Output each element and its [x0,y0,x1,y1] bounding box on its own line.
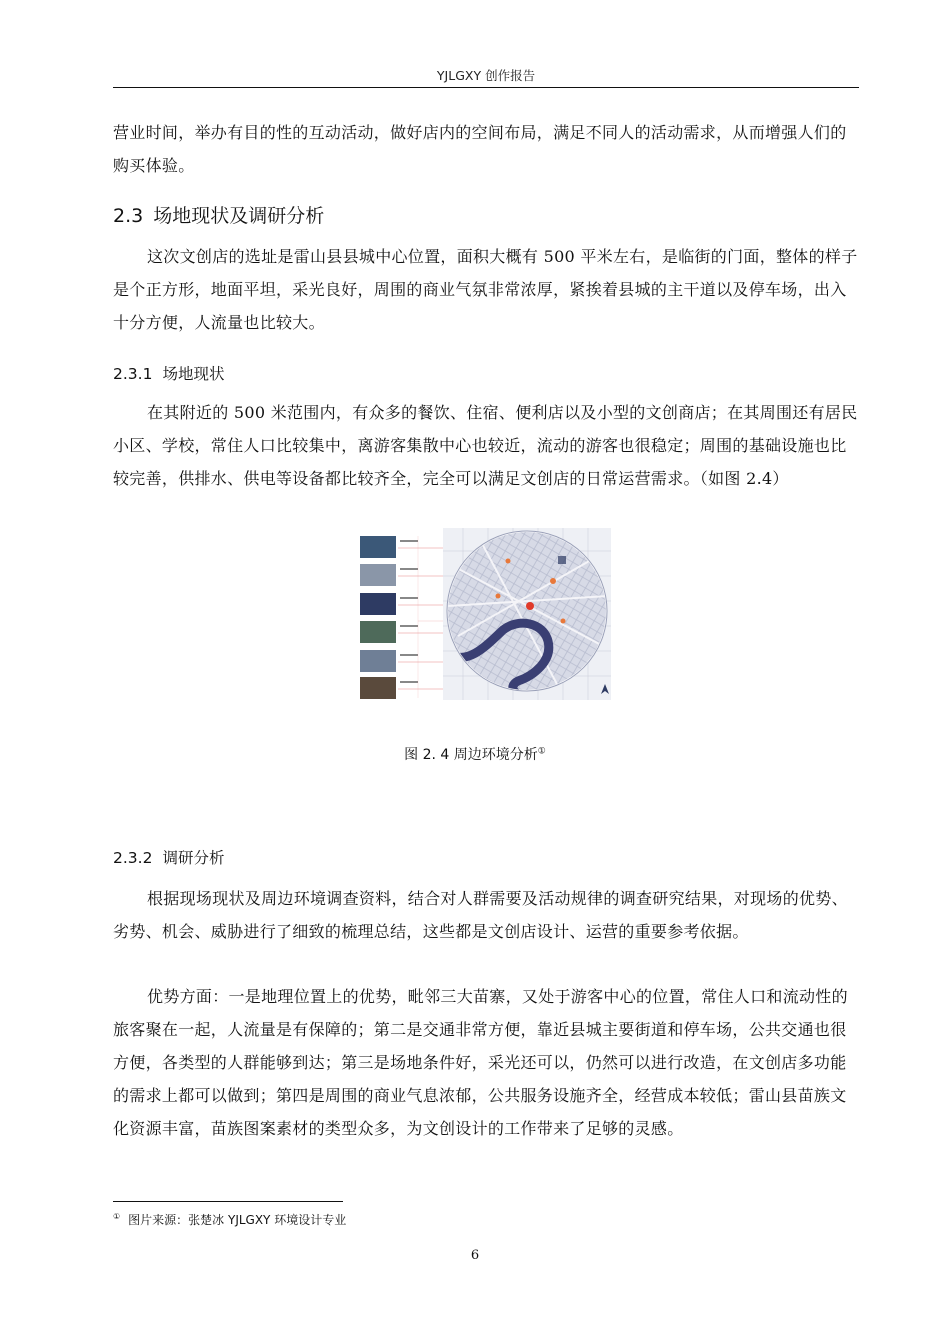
footnote-mark: ① [113,1212,121,1221]
subsection-title: 场地现状 [162,365,225,383]
surroundings-analysis-figure [358,526,614,704]
thumbnail-label-line [400,597,418,599]
figure-caption [0,744,950,764]
site-photo-thumbnail [360,536,396,558]
section-2-3-2-paragraph-2: 优势方面：一是地理位置上的优势，毗邻三大苗寨，又处于游客中心的位置，常住人口和流动性的旅客聚在一起，人流量是有保障的；第二是交通非常方便，靠近县城主要街道和停车场，公共交通也很方便，各类型的人群能够到达；第三是场地条件好，采光还可以，仍然可以进行改造，在文创店多功能的需求上都可以做到；第四是周围的商业气息浓郁，公共服务设施齐全，经营成本较低；雷山县苗族文化资源丰富，苗族图案素材的类型众多，为文创设计的工作带来了足够的灵感。 [113,987,848,1138]
thumbnail-label-line [400,568,418,570]
site-photo-thumbnail [360,650,396,672]
page-header: YJLGXY 创作报告 [436,68,536,83]
footnote-text: 图片来源：张楚冰 YJLGXY 环境设计专业 [128,1213,347,1227]
header-rule [113,87,859,88]
thumbnail-label-line [400,654,418,656]
footnote [113,1211,346,1228]
section-2-3-2-heading [113,846,224,868]
section-title: 场地现状及调研分析 [153,205,325,227]
figure-caption-text: 图 2. 4 周边环境分析 [404,747,538,763]
caption-footnote-mark: ① [537,746,546,757]
section-2-3-2-paragraph-1: 根据现场现状及周边环境调查资料，结合对人群需要及活动规律的调查研究结果，对现场的优势、劣势、机会、威胁进行了细致的梳理总结，这些都是文创店设计、运营的重要参考依据。 [113,889,848,941]
section-2-3-1-paragraph: 在其附近的 500 米范围内，有众多的餐饮、住宿、便利店以及小型的文创商店；在其周围还有居民小区、学校，常住人口比较集中，离游客集散中心也较近，流动的游客也很稳定；周围的基础设施也比较完善，供排水、供电等设备都比较齐全，完全可以满足文创店的日常运营需求。（如图 2.4） [113,403,858,488]
subsection-number: 2.3.1 [113,365,153,383]
site-photo-thumbnail [360,621,396,643]
section-2-3-heading [113,201,324,228]
thumbnail-label-line [400,625,418,627]
thumbnail-label-line [400,681,418,683]
subsection-title: 调研分析 [162,849,225,867]
subsection-number: 2.3.2 [113,849,153,867]
intro-paragraph: 营业时间，举办有目的性的互动活动，做好店内的空间布局，满足不同人的活动需求，从而增强人们的购买体验。 [113,123,847,175]
site-photo-thumbnail [360,677,396,699]
surroundings-map-image [358,526,614,704]
site-photo-thumbnails [360,536,418,699]
site-photo-thumbnail [360,564,396,586]
site-marker [526,602,534,610]
section-2-3-paragraph: 这次文创店的选址是雷山县县城中心位置，面积大概有 500 平米左右，是临街的门面，整体的样子是个正方形，地面平坦，采光良好，周围的商业气氛非常浓厚，紧挨着县城的主干道以及停车场，出入十分方便，人流量也比较大。 [113,247,858,332]
section-number: 2.3 [113,205,144,227]
footnote-rule [113,1201,343,1202]
page-number: 6 [470,1248,480,1263]
site-photo-thumbnail [360,593,396,615]
thumbnail-label-line [400,540,418,542]
section-2-3-1-heading [113,362,224,384]
